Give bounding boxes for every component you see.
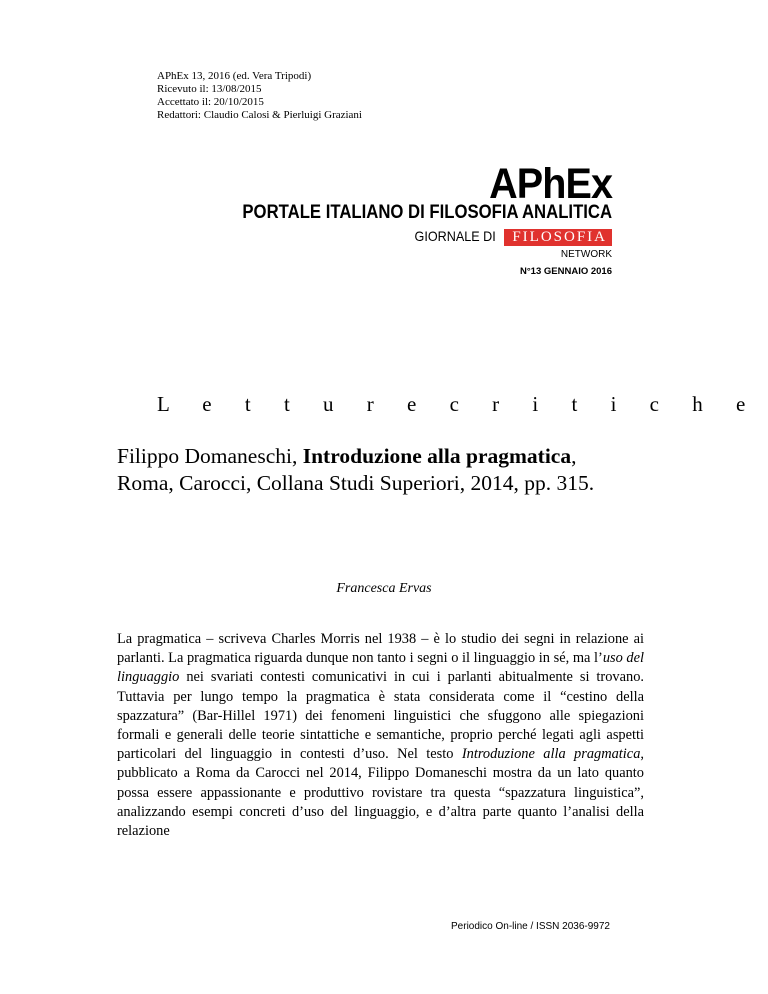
review-author: Francesca Ervas xyxy=(336,581,432,596)
section-heading: L e t t u r e c r i t i c h e xyxy=(157,392,746,416)
body-text: , pubblicato a Roma da Carocci nel 2014, Filippo Domaneschi mostra da un lato quanto possa essere appassionante e produttivo rovistare tra questa “spazzatura linguistica”, analizzando esempi concreti d’uso del linguaggio, e d’altra parte quanto l’analisi della relazione xyxy=(117,746,644,840)
review-title xyxy=(117,443,637,497)
body-text: nei svariati contesti comunicativi in cui i parlanti abitualmente si trovano. Tuttavia per lungo tempo la pragmatica è stata considerata come il “cestino della spazzatura” (Bar-Hillel 1971) dei fenomeni linguistici che sfuggono alle spiegazioni formali e generali delle teorie sintattiche e semantiche, proprio perché legati agli aspetti particolari del linguaggio in contesti d’uso. Nel testo xyxy=(117,669,644,763)
book-title: Introduzione alla pragmatica xyxy=(302,444,572,468)
book-details: , Roma, Carocci, Collana Studi Superiori, 2014, pp. 315. xyxy=(117,444,595,495)
logo-giornale-prefix: GIORNALE DI xyxy=(414,228,496,244)
logo-title: APhEx xyxy=(489,160,612,208)
logo-subtitle: PORTALE ITALIANO DI FILOSOFIA ANALITICA xyxy=(242,202,612,223)
body-paragraph xyxy=(117,630,644,841)
meta-received: Ricevuto il: 13/08/2015 xyxy=(157,83,262,95)
body-italic: Introduzione alla pragmatica xyxy=(461,746,641,763)
meta-journal: APhEx 13, 2016 (ed. Vera Tripodi) xyxy=(157,70,312,82)
logo-giornale xyxy=(192,227,612,246)
logo-network: NETWORK xyxy=(560,249,612,260)
issue-label: N°13 GENNAIO 2016 xyxy=(520,266,612,277)
body-text: La pragmatica – scriveva Charles Morris nel 1938 – è lo studio dei segni in relazione ai parlanti. La pragmatica riguarda dunque non tanto i segni o il linguaggio in sé, ma l’ xyxy=(117,631,644,667)
journal-logo xyxy=(192,160,612,279)
meta-accepted: Accettato il: 20/10/2015 xyxy=(157,96,264,108)
book-author: Filippo Domaneschi, xyxy=(117,444,298,468)
logo-brand: FILOSOFIA xyxy=(504,229,612,246)
meta-editors: Redattori: Claudio Calosi & Pierluigi Graziani xyxy=(157,109,362,121)
body-italic: uso del linguaggio xyxy=(117,650,644,686)
article-metadata xyxy=(157,70,362,122)
footer-issn: Periodico On-line / ISSN 2036-9972 xyxy=(451,921,610,932)
